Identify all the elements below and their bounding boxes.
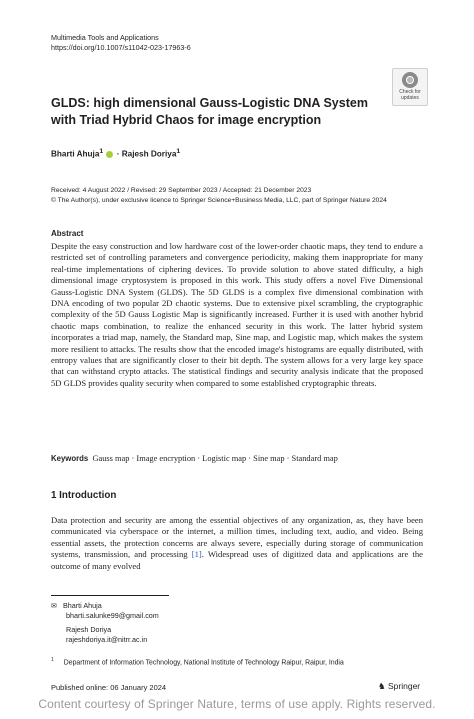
intro-text-cont: . Widespread uses of digitized data and applications are the outcome of many evolved xyxy=(51,549,423,571)
article-history xyxy=(51,186,431,206)
publisher-logo xyxy=(378,681,420,692)
keywords-list: Gauss map · Image encryption · Logistic map · Sine map · Standard map xyxy=(92,454,338,463)
doi-link[interactable]: https://doi.org/10.1007/s11042-023-17963-6 xyxy=(51,43,191,52)
springer-horse-icon: ♞ xyxy=(378,681,386,691)
correspondent-email[interactable]: bharti.salunke99@gmail.com xyxy=(66,611,159,620)
copyright-line: © The Author(s), under exclusive licence to Springer Science+Business Media, LLC, part of Springer Nature 2024 xyxy=(51,197,387,204)
affiliation-text: Department of Information Technology, National Institute of Technology Raipur, Raipur, India xyxy=(63,659,344,667)
title-line-1: GLDS: high dimensional Gauss-Logistic DNA System xyxy=(51,96,368,110)
intro-paragraph xyxy=(51,515,423,572)
author-name[interactable]: Bharti Ahuja xyxy=(51,149,100,159)
correspondence-block xyxy=(51,601,159,645)
footnote-divider xyxy=(51,595,169,596)
journal-name: Multimedia Tools and Applications xyxy=(51,33,159,42)
courtesy-watermark: Content courtesy of Springer Nature, terms of use apply. Rights reserved. xyxy=(38,697,436,711)
abstract-text: Despite the easy construction and low hardware cost of the lower-order chaotic maps, they tend to endure a restricted set of controlling parameters and convergence periodicity, making them inappropriate for many real-time implementations of ciphering devices. To provide solution to above stated difficulty, a high dimensional image cryptosystem is proposed in this work. This study offers a novel Five Dimensional Gauss-Logistic DNA System (GLDS). The 5D GLDS is a complex five dimensional combination with DNA encoding of two popular 2D chaotic systems. Due to extensive pixel scrambling, the cryptographic complexity of the 5D Gauss Logistic Map is significantly increased. Further it is used with another hybrid chaotic maps combination, to realize the enhanced security in this work. The latter hybrid system incorporates a triad map, namely, the Standard map, Sine map, and Logistic map, which makes the system more resilient to attacks. The results show that the encoded image's histograms are equally distributed, with entropy values that are significantly closer to their bit depth. The system allows for a very large key space that can withstand crypto attacks. The statistical findings and security analysis indicate that the proposed 5D GLDS provides quality security when compared to some established cryptographic threats. xyxy=(51,241,423,388)
affiliation-footnote xyxy=(51,657,431,666)
section-heading: 1 Introduction xyxy=(51,490,117,501)
correspondent-name: Rajesh Doriya xyxy=(66,625,112,634)
badge-line2: updates xyxy=(401,95,419,101)
badge-line1: Check for xyxy=(399,89,421,95)
author-separator: · xyxy=(116,149,120,159)
journal-header xyxy=(51,33,191,53)
intro-text: Data protection and security are among the essential objectives of any organization, as, they have been communicated via cyberspace or the internet, a million times, including text, audio, and video. Being essential assets, the protection concerns are always severe, especially during storage of communication systems, transmission, and processing xyxy=(51,515,423,560)
correspondent-name: Bharti Ahuja xyxy=(63,601,102,610)
envelope-icon: ✉ xyxy=(51,601,58,610)
author-affil-sup: 1 xyxy=(176,148,181,155)
abstract-heading: Abstract xyxy=(51,229,84,238)
author-affil-sup: 1 xyxy=(99,148,104,155)
paper-title xyxy=(51,95,381,129)
publisher-name: Springer xyxy=(388,681,421,691)
check-for-updates-badge[interactable] xyxy=(392,68,428,106)
keywords-label: Keywords xyxy=(51,454,89,463)
author-name[interactable]: Rajesh Doriya xyxy=(121,149,177,159)
citation-link[interactable]: [1] xyxy=(191,549,202,560)
keywords-line xyxy=(51,454,423,463)
affiliation-number: 1 xyxy=(51,657,54,663)
author-list xyxy=(51,148,180,159)
published-date: Published online: 06 January 2024 xyxy=(51,683,167,692)
orcid-icon[interactable] xyxy=(106,151,113,158)
title-line-2: with Triad Hybrid Chaos for image encryption xyxy=(51,113,322,127)
dates-line: Received: 4 August 2022 / Revised: 29 September 2023 / Accepted: 21 December 2023 xyxy=(51,187,312,194)
check-updates-icon xyxy=(402,72,418,88)
correspondent-email[interactable]: rajeshdoriya.it@nitrr.ac.in xyxy=(66,635,148,644)
